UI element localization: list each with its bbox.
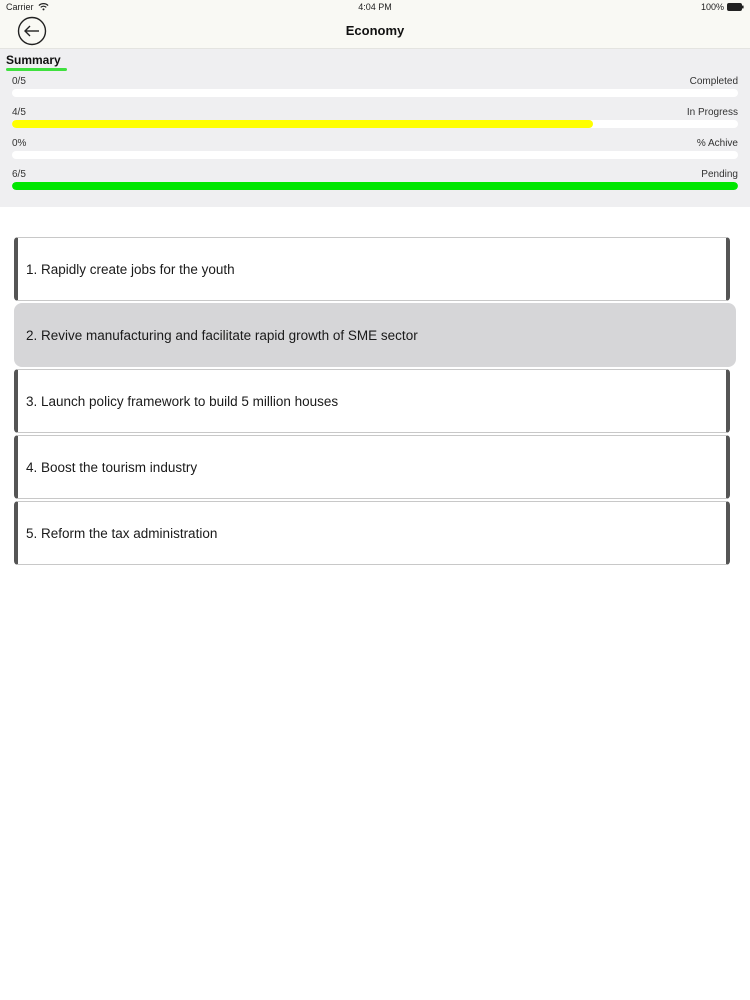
metric-in-progress	[12, 107, 738, 138]
goal-text: 3. Launch policy framework to build 5 million houses	[26, 394, 339, 409]
progress-track	[12, 120, 738, 128]
metric-label: % Achive	[696, 138, 738, 149]
battery-percentage: 100%	[700, 2, 724, 12]
goal-text: 1. Rapidly create jobs for the youth	[26, 262, 235, 277]
metric-label: In Progress	[686, 107, 738, 118]
page-title: Economy	[345, 23, 405, 38]
summary-title: Summary	[6, 53, 61, 67]
metric-value: 0/5	[12, 76, 26, 87]
progress-track	[12, 182, 738, 190]
metric-achieve	[12, 138, 738, 169]
goal-text: 4. Boost the tourism industry	[26, 460, 198, 475]
goal-item[interactable]	[14, 237, 730, 301]
goal-item[interactable]	[14, 501, 730, 565]
metric-value: 4/5	[12, 107, 26, 118]
metric-value: 0%	[12, 138, 27, 149]
goal-text: 2. Revive manufacturing and facilitate rapid growth of SME sector	[26, 328, 418, 343]
summary-panel	[0, 49, 750, 207]
navigation-bar	[0, 14, 750, 49]
status-time: 4:04 PM	[358, 2, 392, 12]
metric-completed	[12, 76, 738, 107]
metric-label: Completed	[689, 76, 738, 87]
metric-pending	[12, 169, 738, 200]
progress-fill	[12, 120, 593, 128]
metric-label: Pending	[701, 169, 738, 180]
progress-track	[12, 89, 738, 97]
goal-item[interactable]	[14, 369, 730, 433]
goal-item[interactable]	[14, 435, 730, 499]
progress-fill	[12, 182, 738, 190]
metric-value: 6/5	[12, 169, 26, 180]
goals-list	[14, 237, 730, 567]
progress-track	[12, 151, 738, 159]
goal-text: 5. Reform the tax administration	[26, 526, 218, 541]
goal-item[interactable]	[14, 303, 736, 367]
summary-underline	[6, 68, 67, 71]
carrier-label: Carrier	[6, 2, 34, 12]
battery-icon	[727, 3, 744, 11]
status-bar	[0, 0, 750, 14]
